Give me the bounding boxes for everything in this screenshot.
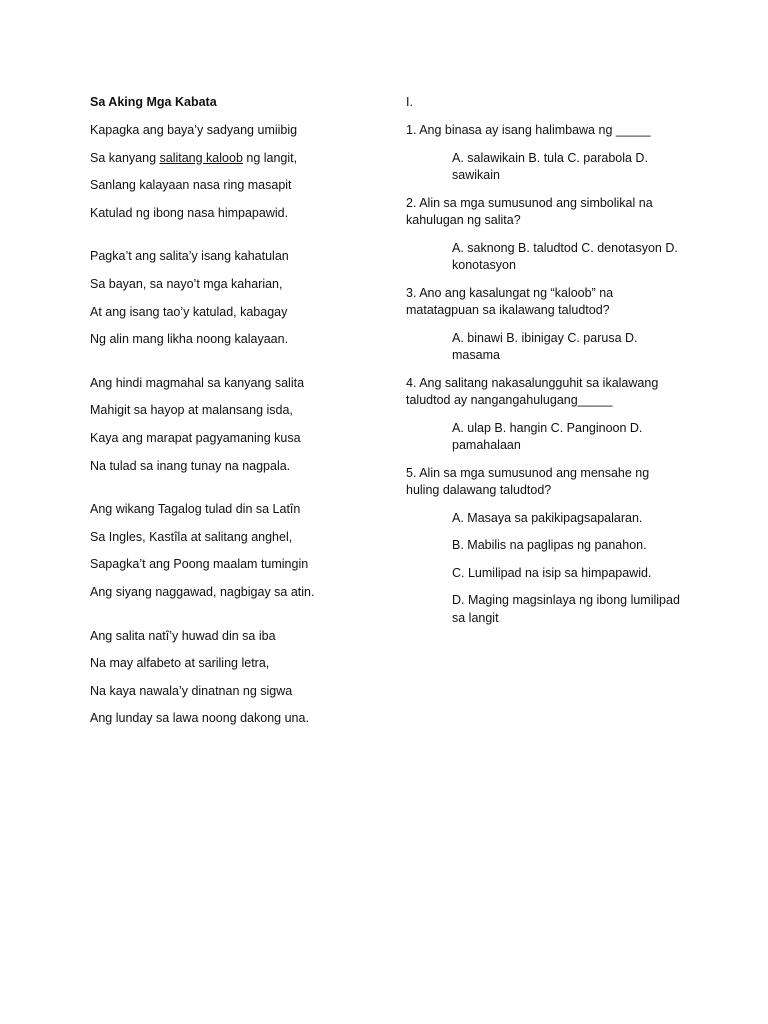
poem-line: Kapagka ang baya’y sadyang umiibig (90, 123, 298, 137)
question-2: 2. Alin sa mga sumusunod ang simbolikal na kahulugan ng salita? (406, 195, 653, 227)
poem-line: Na may alfabeto at sariling letra, (90, 656, 270, 671)
poem-line: Sa Ingles, Kastîla at salitang anghel, (90, 529, 293, 544)
stanza-5 (90, 628, 380, 727)
line-text: ng langit, (242, 150, 298, 165)
question-1: 1. Ang binasa ay isang halimbawa ng _____ (406, 123, 651, 137)
section-heading: I. (406, 95, 413, 109)
poem-line: Na tulad sa inang tunay na nagpala. (90, 458, 291, 473)
poem-line: Kaya ang marapat pagyamaning kusa (90, 430, 301, 445)
question-3-choices: A. binawi B. ibinigay C. parusa D. masama (452, 330, 638, 362)
poem-line: Ang siyang naggawad, nagbigay sa atin. (90, 584, 315, 599)
question-3: 3. Ano ang kasalungat ng “kaloob” na matatagpuan sa ikalawang taludtod? (406, 285, 614, 317)
question-2-choices: A. saknong B. taludtod C. denotasyon D. konotasyon (452, 240, 678, 272)
stanza-4 (90, 501, 380, 600)
poem-line: Katulad ng ibong nasa himpapawid. (90, 205, 289, 220)
question-5-option-d: D. Maging magsinlaya ng ibong lumilipad sa langit (452, 593, 680, 625)
question-5-option-c: C. Lumilipad na isip sa himpapawid. (452, 565, 652, 580)
poem-line: Pagka’t ang salita’y isang kahatulan (90, 249, 289, 264)
question-4: 4. Ang salitang nakasalungguhit sa ikalawang taludtod ay nangangahulugang_____ (406, 375, 659, 407)
poem-title: Sa Aking Mga Kabata (90, 95, 217, 109)
poem-line: Ang hindi magmahal sa kanyang salita (90, 375, 305, 390)
question-5: 5. Alin sa mga sumusunod ang mensahe ng huling dalawang taludtod? (406, 465, 650, 497)
poem-line: Sapagka’t ang Poong maalam tumingin (90, 557, 309, 572)
question-5-option-a: A. Masaya sa pakikipagsapalaran. (452, 510, 643, 525)
poem-line: Sanlang kalayaan nasa ring masapit (90, 178, 292, 193)
poem-column (90, 94, 380, 754)
question-1-choices: A. salawikain B. tula C. parabola D. sawikain (452, 150, 648, 182)
question-4-choices: A. ulap B. hangin C. Panginoon D. pamahalaan (452, 420, 643, 452)
stanza-3 (90, 375, 380, 474)
poem-line: Ang wikang Tagalog tulad din sa Latîn (90, 502, 301, 517)
question-5-option-b: B. Mabilis na paglipas ng panahon. (452, 538, 647, 552)
quiz-column (406, 94, 686, 637)
stanza-1 (90, 122, 380, 221)
stanza-2 (90, 248, 380, 347)
poem-line: At ang isang tao’y katulad, kabagay (90, 304, 288, 319)
poem-line: Ang lunday sa lawa noong dakong una. (90, 711, 309, 726)
line-text: Sa kanyang (90, 150, 160, 165)
poem-line: Ang salita natî’y huwad din sa iba (90, 628, 276, 643)
poem-line: Mahigit sa hayop at malansang isda, (90, 403, 293, 418)
poem-line: Sa bayan, sa nayo’t mga kaharian, (90, 276, 283, 291)
underlined-phrase: salitang kaloob (159, 150, 243, 165)
poem-line: Na kaya nawala’y dinatnan ng sigwa (90, 683, 293, 698)
poem-line-underlined (90, 150, 380, 166)
poem-line: Ng alin mang likha noong kalayaan. (90, 332, 289, 347)
